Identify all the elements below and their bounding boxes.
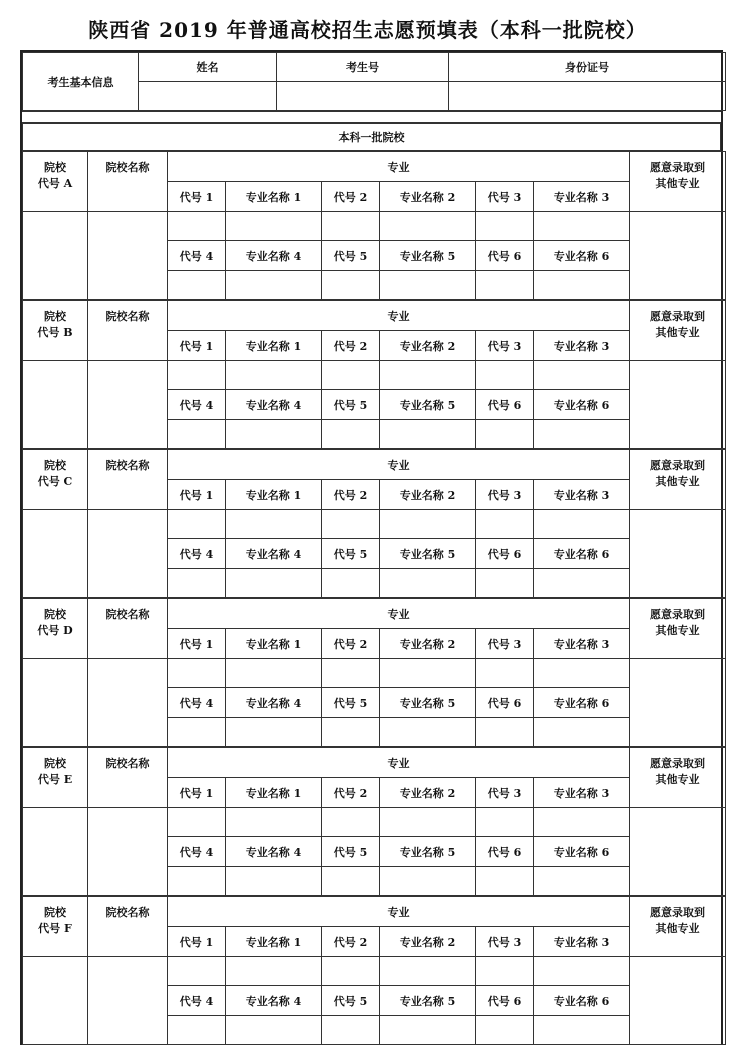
exam-no-field[interactable] xyxy=(277,82,449,111)
major-name-field[interactable] xyxy=(534,271,630,300)
major-code-field[interactable] xyxy=(168,808,226,837)
major-code-field[interactable] xyxy=(322,212,380,241)
basic-info-table xyxy=(22,52,726,111)
row2-major-code-header: 代号 6 xyxy=(476,390,534,420)
row1-major-name-header: 专业名称 1 xyxy=(226,480,322,510)
major-name-field[interactable] xyxy=(380,1016,476,1045)
batch-header xyxy=(22,123,721,151)
row1-major-code-header: 代号 1 xyxy=(168,182,226,212)
row1-major-code-header: 代号 3 xyxy=(476,182,534,212)
major-name-field[interactable] xyxy=(534,808,630,837)
major-name-field[interactable] xyxy=(226,718,322,747)
row2-major-code-header: 代号 5 xyxy=(322,986,380,1016)
school-name-label: 院校名称 xyxy=(88,450,168,510)
name-label: 姓名 xyxy=(139,53,277,82)
school-code-field[interactable] xyxy=(23,808,88,896)
row2-major-name-header: 专业名称 4 xyxy=(226,837,322,867)
major-name-field[interactable] xyxy=(380,420,476,449)
major-label: 专业 xyxy=(168,897,630,927)
willing-other-major-label: 愿意录取到 其他专业 xyxy=(630,748,726,808)
row2-major-code-header: 代号 5 xyxy=(322,837,380,867)
major-name-field[interactable] xyxy=(534,212,630,241)
willing-other-major-field[interactable] xyxy=(630,361,726,449)
major-label: 专业 xyxy=(168,301,630,331)
row1-major-code-header: 代号 3 xyxy=(476,629,534,659)
school-code-label: 院校 代号 C xyxy=(23,450,88,510)
row2-major-code-header: 代号 4 xyxy=(168,837,226,867)
major-code-field[interactable] xyxy=(476,957,534,986)
school-block-4 xyxy=(22,598,726,747)
willing-other-major-label: 愿意录取到 其他专业 xyxy=(630,599,726,659)
school-name-field[interactable] xyxy=(88,659,168,747)
willing-other-major-field[interactable] xyxy=(630,659,726,747)
major-code-field[interactable] xyxy=(476,1016,534,1045)
row1-major-name-header: 专业名称 1 xyxy=(226,629,322,659)
basic-info-label: 考生基本信息 xyxy=(23,53,139,111)
row1-major-code-header: 代号 1 xyxy=(168,778,226,808)
id-field[interactable] xyxy=(449,82,726,111)
major-code-field[interactable] xyxy=(168,361,226,390)
willing-other-major-label: 愿意录取到 其他专业 xyxy=(630,897,726,957)
major-name-field[interactable] xyxy=(380,808,476,837)
exam-no-label: 考生号 xyxy=(277,53,449,82)
row1-major-code-header: 代号 2 xyxy=(322,480,380,510)
row1-major-name-header: 专业名称 3 xyxy=(534,927,630,957)
school-blocks xyxy=(22,151,721,1045)
school-name-field[interactable] xyxy=(88,957,168,1045)
major-name-field[interactable] xyxy=(380,361,476,390)
row2-major-name-header: 专业名称 6 xyxy=(534,688,630,718)
row2-major-code-header: 代号 4 xyxy=(168,688,226,718)
row1-major-code-header: 代号 3 xyxy=(476,480,534,510)
willing-other-major-field[interactable] xyxy=(630,808,726,896)
school-name-label: 院校名称 xyxy=(88,599,168,659)
major-name-field[interactable] xyxy=(226,659,322,688)
major-code-field[interactable] xyxy=(168,718,226,747)
willing-other-major-label: 愿意录取到 其他专业 xyxy=(630,301,726,361)
row2-major-code-header: 代号 6 xyxy=(476,837,534,867)
major-code-field[interactable] xyxy=(476,271,534,300)
row2-major-name-header: 专业名称 6 xyxy=(534,986,630,1016)
major-name-field[interactable] xyxy=(226,957,322,986)
school-code-field[interactable] xyxy=(23,510,88,598)
row2-major-name-header: 专业名称 5 xyxy=(380,837,476,867)
major-label: 专业 xyxy=(168,599,630,629)
major-name-field[interactable] xyxy=(380,718,476,747)
school-code-label: 院校 代号 F xyxy=(23,897,88,957)
major-name-field[interactable] xyxy=(534,569,630,598)
major-code-field[interactable] xyxy=(322,867,380,896)
school-code-field[interactable] xyxy=(23,361,88,449)
major-name-field[interactable] xyxy=(534,718,630,747)
major-code-field[interactable] xyxy=(168,569,226,598)
major-name-field[interactable] xyxy=(226,867,322,896)
major-name-field[interactable] xyxy=(226,361,322,390)
school-name-label: 院校名称 xyxy=(88,897,168,957)
row1-major-name-header: 专业名称 3 xyxy=(534,182,630,212)
row2-major-code-header: 代号 6 xyxy=(476,688,534,718)
school-name-field[interactable] xyxy=(88,212,168,300)
major-name-field[interactable] xyxy=(380,212,476,241)
row1-major-name-header: 专业名称 3 xyxy=(534,778,630,808)
major-name-field[interactable] xyxy=(534,420,630,449)
major-code-field[interactable] xyxy=(476,808,534,837)
form-title: 陕西省 2019 年普通高校招生志愿预填表（本科一批院校） xyxy=(88,18,647,42)
school-name-label: 院校名称 xyxy=(88,748,168,808)
row2-major-code-header: 代号 4 xyxy=(168,539,226,569)
school-code-label: 院校 代号 A xyxy=(23,152,88,212)
major-name-field[interactable] xyxy=(380,659,476,688)
major-name-field[interactable] xyxy=(380,510,476,539)
major-code-field[interactable] xyxy=(168,212,226,241)
major-code-field[interactable] xyxy=(168,659,226,688)
willing-other-major-field[interactable] xyxy=(630,510,726,598)
major-code-field[interactable] xyxy=(168,1016,226,1045)
major-name-field[interactable] xyxy=(380,569,476,598)
row1-major-name-header: 专业名称 2 xyxy=(380,182,476,212)
major-code-field[interactable] xyxy=(476,867,534,896)
row1-major-code-header: 代号 2 xyxy=(322,778,380,808)
row2-major-name-header: 专业名称 6 xyxy=(534,837,630,867)
school-code-field[interactable] xyxy=(23,212,88,300)
major-code-field[interactable] xyxy=(322,569,380,598)
row2-major-code-header: 代号 4 xyxy=(168,390,226,420)
row2-major-code-header: 代号 5 xyxy=(322,539,380,569)
row2-major-code-header: 代号 5 xyxy=(322,688,380,718)
row2-major-code-header: 代号 5 xyxy=(322,241,380,271)
row1-major-code-header: 代号 2 xyxy=(322,927,380,957)
major-code-field[interactable] xyxy=(322,718,380,747)
major-code-field[interactable] xyxy=(168,420,226,449)
school-name-field[interactable] xyxy=(88,361,168,449)
major-name-field[interactable] xyxy=(534,957,630,986)
willing-other-major-label: 愿意录取到 其他专业 xyxy=(630,450,726,510)
major-name-field[interactable] xyxy=(226,271,322,300)
row1-major-code-header: 代号 3 xyxy=(476,927,534,957)
row1-major-code-header: 代号 1 xyxy=(168,629,226,659)
row2-major-name-header: 专业名称 5 xyxy=(380,688,476,718)
school-code-field[interactable] xyxy=(23,957,88,1045)
willing-other-major-label: 愿意录取到 其他专业 xyxy=(630,152,726,212)
row1-major-code-header: 代号 2 xyxy=(322,331,380,361)
major-code-field[interactable] xyxy=(322,361,380,390)
major-name-field[interactable] xyxy=(380,957,476,986)
school-name-label: 院校名称 xyxy=(88,152,168,212)
major-code-field[interactable] xyxy=(476,212,534,241)
name-field[interactable] xyxy=(139,82,277,111)
row2-major-code-header: 代号 6 xyxy=(476,986,534,1016)
school-code-label: 院校 代号 E xyxy=(23,748,88,808)
school-block-1 xyxy=(22,151,726,300)
row2-major-code-header: 代号 5 xyxy=(322,390,380,420)
school-block-2 xyxy=(22,300,726,449)
row2-major-name-header: 专业名称 5 xyxy=(380,241,476,271)
row2-major-code-header: 代号 6 xyxy=(476,539,534,569)
row2-major-name-header: 专业名称 5 xyxy=(380,986,476,1016)
application-form xyxy=(20,50,723,1045)
row1-major-name-header: 专业名称 1 xyxy=(226,778,322,808)
major-code-field[interactable] xyxy=(322,420,380,449)
row1-major-code-header: 代号 1 xyxy=(168,480,226,510)
id-label: 身份证号 xyxy=(449,53,726,82)
row1-major-code-header: 代号 3 xyxy=(476,778,534,808)
row1-major-code-header: 代号 1 xyxy=(168,927,226,957)
major-code-field[interactable] xyxy=(322,957,380,986)
row2-major-name-header: 专业名称 5 xyxy=(380,390,476,420)
row1-major-name-header: 专业名称 1 xyxy=(226,927,322,957)
spacer-row xyxy=(22,111,721,123)
major-code-field[interactable] xyxy=(476,718,534,747)
major-label: 专业 xyxy=(168,748,630,778)
row1-major-name-header: 专业名称 2 xyxy=(380,331,476,361)
major-code-field[interactable] xyxy=(168,510,226,539)
major-code-field[interactable] xyxy=(476,420,534,449)
row2-major-name-header: 专业名称 6 xyxy=(534,241,630,271)
row2-major-name-header: 专业名称 4 xyxy=(226,539,322,569)
major-code-field[interactable] xyxy=(322,659,380,688)
major-name-field[interactable] xyxy=(534,867,630,896)
major-name-field[interactable] xyxy=(226,1016,322,1045)
school-block-6 xyxy=(22,896,726,1045)
row1-major-name-header: 专业名称 2 xyxy=(380,629,476,659)
major-name-field[interactable] xyxy=(226,420,322,449)
row1-major-name-header: 专业名称 1 xyxy=(226,331,322,361)
major-name-field[interactable] xyxy=(534,361,630,390)
major-code-field[interactable] xyxy=(168,867,226,896)
row2-major-name-header: 专业名称 5 xyxy=(380,539,476,569)
major-name-field[interactable] xyxy=(380,271,476,300)
major-name-field[interactable] xyxy=(534,1016,630,1045)
row1-major-code-header: 代号 2 xyxy=(322,182,380,212)
major-code-field[interactable] xyxy=(476,510,534,539)
row1-major-code-header: 代号 3 xyxy=(476,331,534,361)
row2-major-name-header: 专业名称 6 xyxy=(534,390,630,420)
willing-other-major-field[interactable] xyxy=(630,957,726,1045)
major-name-field[interactable] xyxy=(534,659,630,688)
row1-major-name-header: 专业名称 1 xyxy=(226,182,322,212)
major-name-field[interactable] xyxy=(226,808,322,837)
school-code-field[interactable] xyxy=(23,659,88,747)
major-code-field[interactable] xyxy=(168,957,226,986)
row1-major-name-header: 专业名称 3 xyxy=(534,629,630,659)
row2-major-name-header: 专业名称 4 xyxy=(226,241,322,271)
major-code-field[interactable] xyxy=(476,569,534,598)
row1-major-name-header: 专业名称 3 xyxy=(534,331,630,361)
row2-major-code-header: 代号 6 xyxy=(476,241,534,271)
major-label: 专业 xyxy=(168,152,630,182)
row2-major-code-header: 代号 4 xyxy=(168,241,226,271)
row1-major-name-header: 专业名称 2 xyxy=(380,480,476,510)
major-name-field[interactable] xyxy=(226,569,322,598)
row2-major-name-header: 专业名称 4 xyxy=(226,688,322,718)
school-name-label: 院校名称 xyxy=(88,301,168,361)
major-code-field[interactable] xyxy=(322,1016,380,1045)
row1-major-code-header: 代号 2 xyxy=(322,629,380,659)
major-code-field[interactable] xyxy=(322,510,380,539)
willing-other-major-field[interactable] xyxy=(630,212,726,300)
row2-major-name-header: 专业名称 6 xyxy=(534,539,630,569)
major-code-field[interactable] xyxy=(322,808,380,837)
major-name-field[interactable] xyxy=(534,510,630,539)
school-code-label: 院校 代号 B xyxy=(23,301,88,361)
major-code-field[interactable] xyxy=(476,361,534,390)
row1-major-name-header: 专业名称 2 xyxy=(380,778,476,808)
school-name-field[interactable] xyxy=(88,510,168,598)
major-code-field[interactable] xyxy=(168,271,226,300)
row2-major-name-header: 专业名称 4 xyxy=(226,986,322,1016)
school-code-label: 院校 代号 D xyxy=(23,599,88,659)
row2-major-name-header: 专业名称 4 xyxy=(226,390,322,420)
major-code-field[interactable] xyxy=(476,659,534,688)
row1-major-code-header: 代号 1 xyxy=(168,331,226,361)
major-code-field[interactable] xyxy=(322,271,380,300)
school-block-5 xyxy=(22,747,726,896)
row1-major-name-header: 专业名称 2 xyxy=(380,927,476,957)
row2-major-code-header: 代号 4 xyxy=(168,986,226,1016)
major-label: 专业 xyxy=(168,450,630,480)
school-block-3 xyxy=(22,449,726,598)
school-name-field[interactable] xyxy=(88,808,168,896)
batch-label: 本科一批院校 xyxy=(23,124,721,151)
major-name-field[interactable] xyxy=(380,867,476,896)
major-name-field[interactable] xyxy=(226,510,322,539)
major-name-field[interactable] xyxy=(226,212,322,241)
row1-major-name-header: 专业名称 3 xyxy=(534,480,630,510)
